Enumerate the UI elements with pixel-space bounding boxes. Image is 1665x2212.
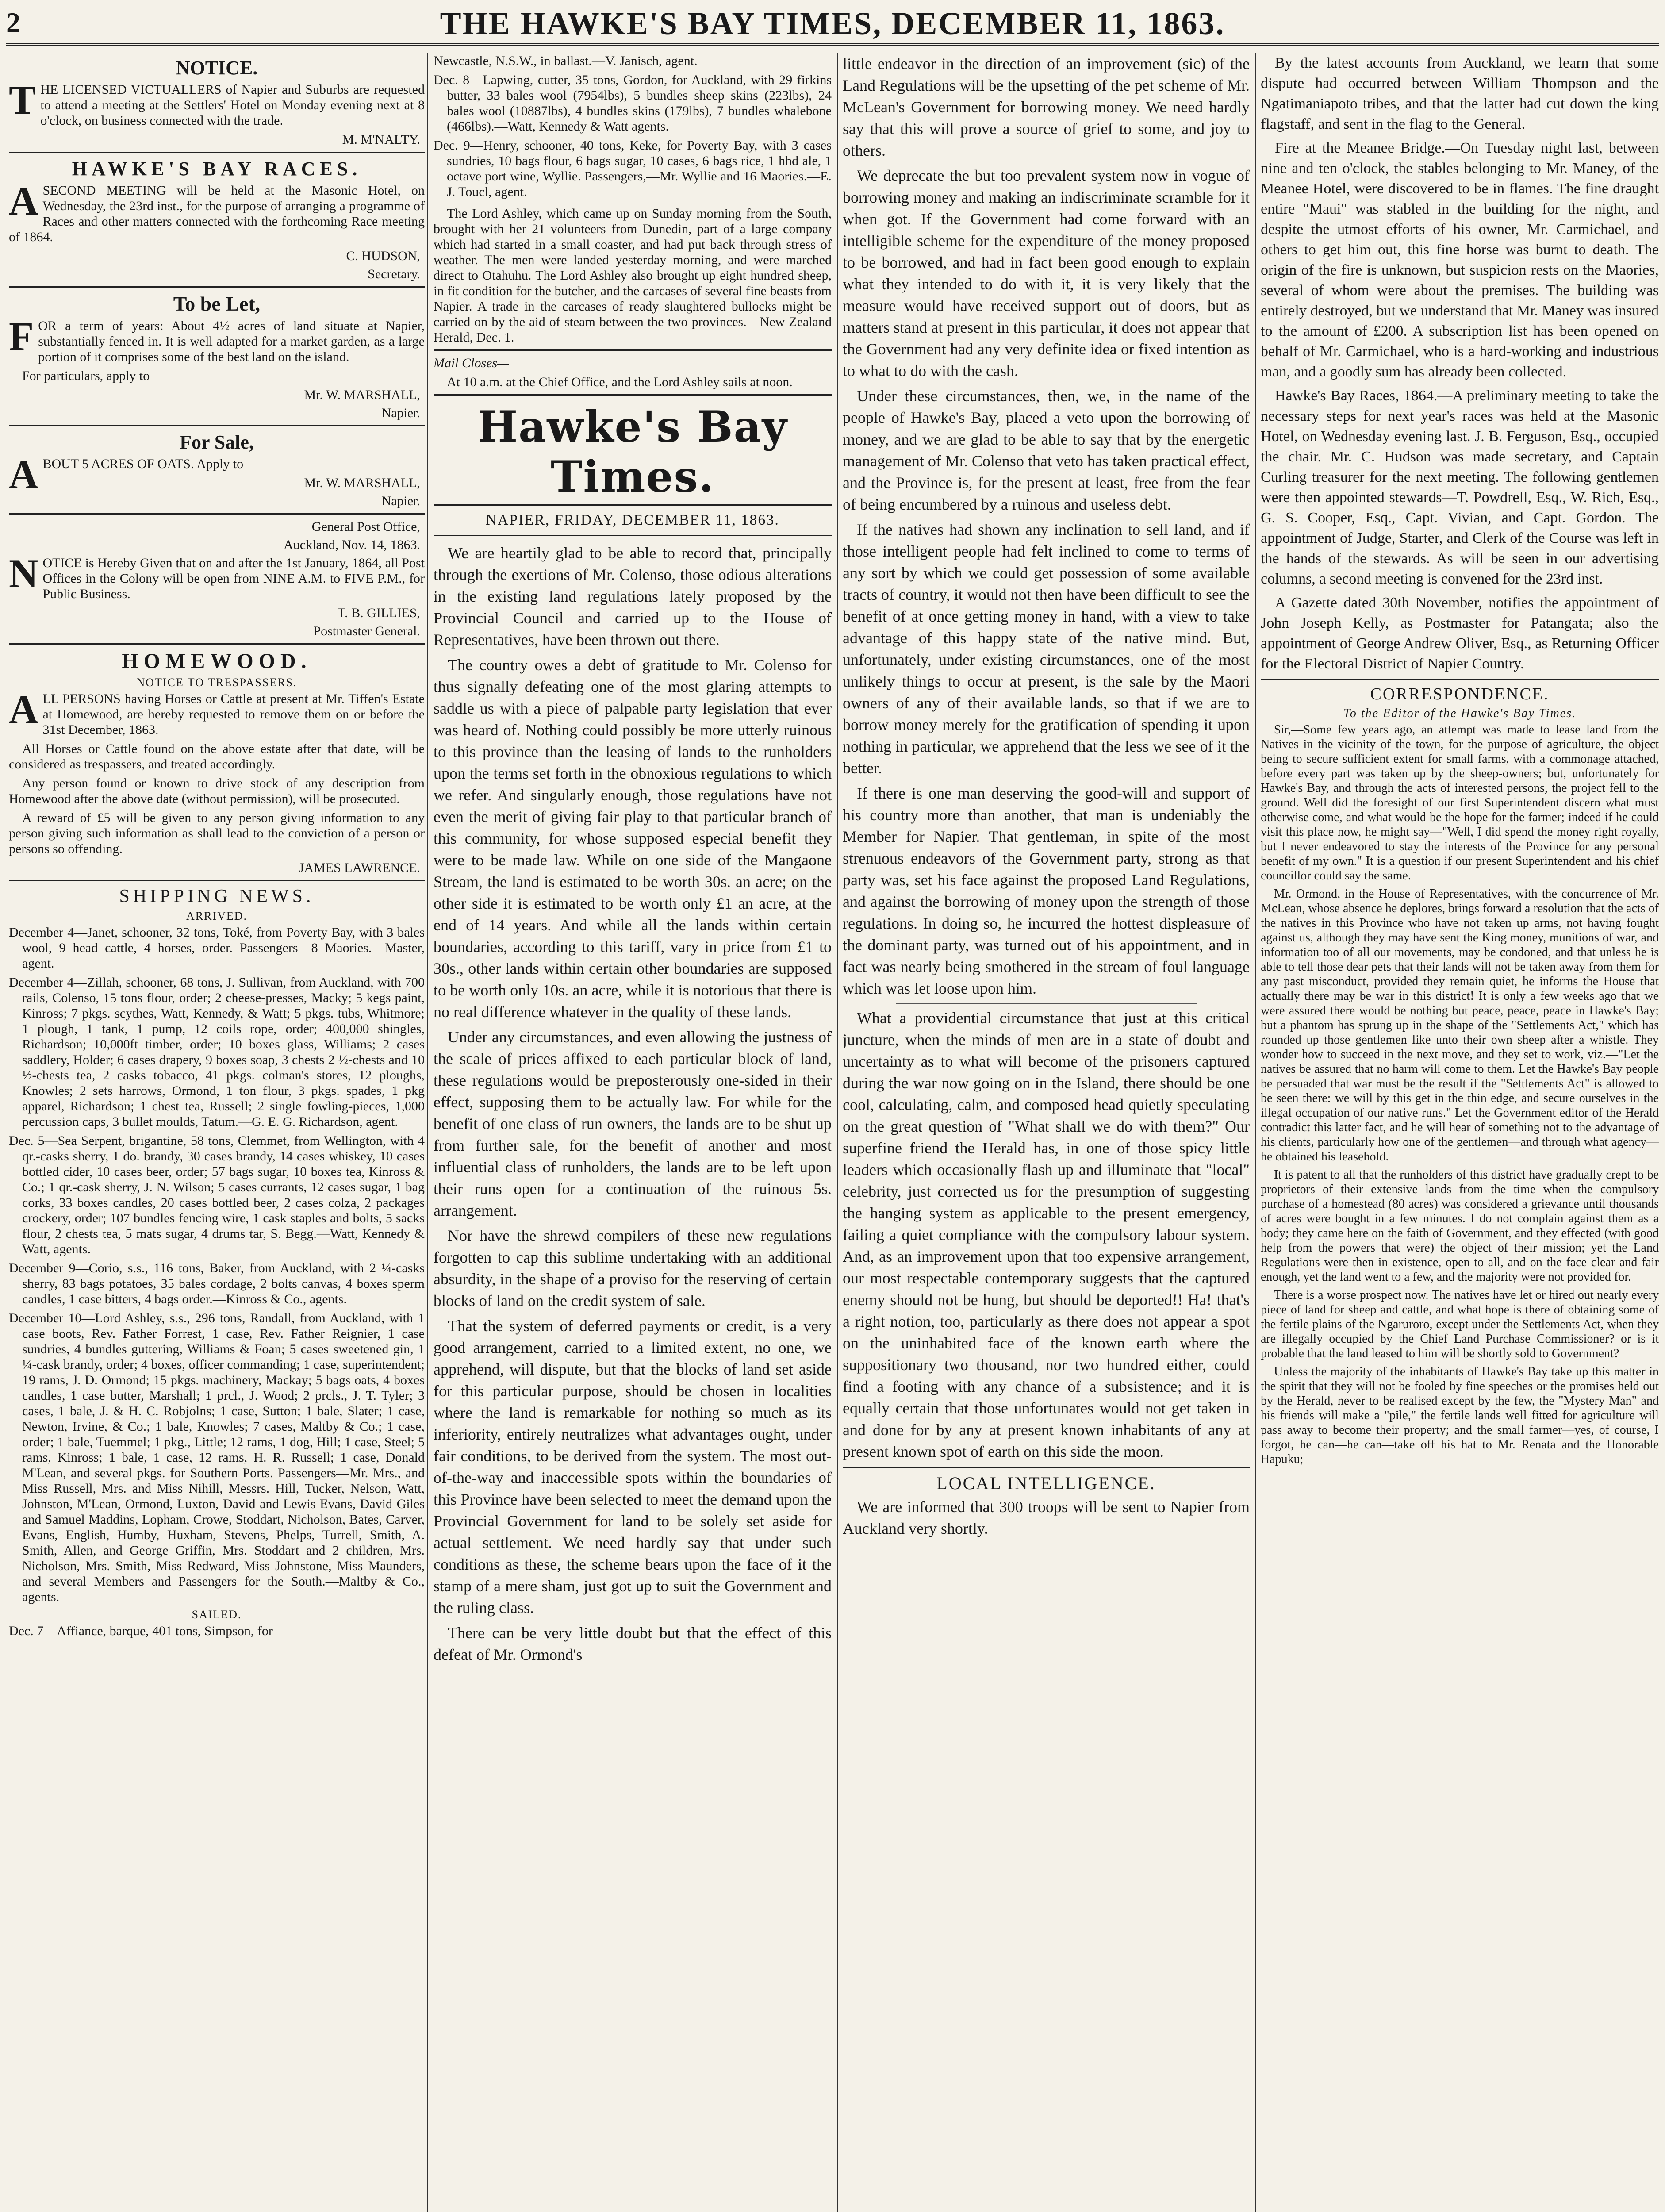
shipping-entry: Dec. 7—Affiance, barque, 401 tons, Simpson, for (9, 1624, 273, 1638)
notice-ad (9, 77, 425, 147)
editorial-para: Nor have the shrewd compilers of these new regulations forgotten to cap this sublime undertaking with an additional absurdity, in the shape of a proviso for the reserving of certain blocks of land on the credit system of sale. (434, 1227, 832, 1310)
local-para: We are informed that 300 troops will be sent to Napier from Auckland very shortly. (843, 1498, 1250, 1537)
divider (9, 425, 425, 426)
to-let-ad (9, 314, 425, 421)
for-sale-signature: Mr. W. MARSHALL, (304, 476, 420, 490)
editorial-para: Under these circumstances, then, we, in the name of the people of Hawke's Bay, placed a veto upon the borrowing of money, and we are glad to be able to say that by the energetic management of Mr. Colenso that veto has taken practical effect, and the Province is, for the present at least, free from the fear of being encumbered by a ruinous and useless debt. (843, 387, 1250, 513)
to-let-particulars: For particulars, apply to (22, 369, 150, 383)
to-let-place: Napier. (381, 406, 420, 420)
lord-ashley-item (434, 206, 832, 345)
mail-closes-label: Mail Closes— (434, 356, 509, 370)
divider (9, 880, 425, 881)
homewood-para: Any person found or known to drive stock of any description from Homewood after the above date (without permission), will be prosecuted. (9, 776, 425, 806)
races-ad (9, 178, 425, 282)
notice-text: HE LICENSED VICTUALLERS of Napier and Suburbs are requested to attend a meeting at the Settlers' Hotel on Monday evening next at 8 o'clock, on business connected with the trade. (40, 82, 425, 128)
to-let-signature: Mr. W. MARSHALL, (304, 388, 420, 402)
paper-title-block (434, 402, 832, 502)
post-office-text: OTICE is Hereby Given that on and after the 1st January, 1864, all Post Offices in the Colony will be open from NINE A.M. to FIVE P.M., for Public Business. (42, 556, 425, 601)
shipping-list (9, 925, 425, 1605)
for-sale-place: Napier. (381, 494, 420, 508)
dropcap: N (9, 551, 38, 596)
running-head (0, 0, 1665, 49)
local-heading: LOCAL INTELLIGENCE. (936, 1473, 1156, 1493)
post-office-ad (9, 519, 425, 639)
letter-para: Unless the majority of the inhabitants of Hawke's Bay take up this matter in the spirit that they will not be fooled by fine speeches or the promises held out by the Herald, never to be realised except by the few, the "Mystery Man" and his friends will make a "pile," the fertile lands well fitted for agriculture will pass away to become their property; and the small farmer—yes, of course, I forgot, he can—he can—take off his hat to Mr. Renata and the Honorable Hapuku; (1261, 1365, 1659, 1466)
homewood-para: All Horses or Cattle found on the above estate after that date, will be considered as trespassers, and treated accordingly. (9, 741, 425, 772)
notice-signature: M. M'NALTY. (342, 132, 420, 147)
editorial-para: If the natives had shown any inclination to sell land, and if those intelligent people had felt inclined to come to terms of any sort by which we could get possession of some available tracts of country, it would not then have been difficult to see the benefit of at once getting money in hand, with a view to take advantage of this happy state of the native mind. But, unfortunately, under existing circumstances, one of the most unlikely things to occur at present, is the sale by the Maori owners of any of their available lands, so that if we are to borrow money merely for the gratification of spending it upon nothing in particular, we apprehend that the less we see of it the better. (843, 521, 1250, 777)
local-para: Fire at the Meanee Bridge.—On Tuesday night last, between nine and ten o'clock, the stables belonging to Mr. Maney, of the Meanee Hotel, were discovered to be in flames. The fine draught entire "Maui" was stabled in the building for the night, and despite the utmost efforts of his owner, Mr. Carmichael, and others to get him out, this fine horse was burnt to death. The origin of the fire is unknown, but suspicion rests on the Maories, several of whom were about the premises. The building was entirely destroyed, but we understand that Mr. Maney was insured to the amount of £200. A subscription list has been opened on behalf of Mr. Carmichael, who is a hard-working and industrious man, and a goodly sum has already been collected. (1261, 140, 1659, 380)
letter-para: Sir,—Some few years ago, an attempt was made to lease land from the Natives in the vicinity of the town, for the purpose of agriculture, the object being to secure sufficient extent for small farms, with a commonage attached, before every part was taken up by the sheep-owners; but, unfortunately for Hawke's Bay, and through the acts of interested persons, the project fell to the ground. Well did the foresight of our first Superintendent discern what must otherwise come, and what would be the hope for the farmer; indeed if he could visit this place now, he might say—"Well, I did spend the money right royally, but I never endeavored to stay the interests of the Province for any personal benefit of my own." It is a question if our present Superintendent and his chief councillor could say the same. (1261, 723, 1659, 883)
article-para: What a providential circumstance that just at this critical juncture, when the minds of men are in a state of doubt and uncertainty as to what will become of the prisoners captured during the war now going on in the Island, there should be one cool, calculating, calm, and composed head quietly speculating on the great question of "What shall we do with them?" Our superfine friend the Herald has, in one of those spicy little leaders which occasionally flash up and illuminate that "local" celebrity, just corrected us for the presumption of suggesting the hanging system as applicable to the present emergency, failing a quiet compliance with the compulsory labour system. And, as an improvement upon that too expensive arrangement, our most respectable contemporary suggests that the captured enemy should not be hung, but should be deported!! Ha! that's a right notion, too, particularly as there does not appear a spot on the uninhabited face of the known earth where the suppositionary two thousand, nor two hundred either, could find a footing with any chance of a subsistence; and it is equally certain that those unfortunates would not get taken in and done for by any at present known inhabitants of any at present known spot of earth on this side the moon. (843, 1009, 1250, 1460)
editorial-para: The country owes a debt of gratitude to Mr. Colenso for thus signally defeating one of the most glaring attempts to saddle us with a piece of palpable party legislation that ever was heard of. Nothing could possibly be more utterly ruinous to this province than the leasing of lands to the runholders upon the terms set forth in the obnoxious regulations to which we refer. And singularly enough, those regulations have not even the merit of giving fair play to that particular branch of this community, for whose supposed especial benefit they were to be made law. While on one side of the Mangaone Stream, the land is estimated to be worth 30s. an acre; on the other side it is estimated to be worth only £1 an acre, at the end of 14 years. And while all the lands within certain boundaries, according to this tariff, vary in price from £1 to 30s., other lands within certain other boundaries are supposed to be worth only 10s. an acre, while it is notorious that there is no real difference whatever in the quality of these lands. (434, 656, 832, 1021)
editorial (434, 542, 832, 1666)
to-let-heading: To be Let, (173, 292, 261, 315)
for-sale-heading: For Sale, (180, 431, 254, 453)
editorial-para: We are heartily glad to be able to record that, principally through the exertions of Mr. Colenso, those odious alterations in the existing land regulations lately proposed by the Provincial Council and carried up to the House of Representatives, have been thrown out there. (434, 544, 832, 649)
dropcap: A (9, 178, 38, 223)
shipping-entry: Dec. 8—Lapwing, cutter, 35 tons, Gordon, for Auckland, with 29 firkins butter, 33 bales wool (7954lbs), 5 bundles sheep skins (223lbs), 24 bales wool (10887lbs), 4 bundles skins (179lbs), 7 bundles whalebone (466lbs).—Watt, Kennedy & Watt agents. (434, 73, 832, 134)
editorial-para: We deprecate the but too prevalent system now in vogue of borrowing money and making an indiscriminate scramble for it when got. If the Government had come forward with an intelligible scheme for the expenditure of the money proposed to be borrowed, and had in fact been good enough to explain what they intended to do with it, it is very likely that the measure would have received support out of doors, but as matters stand at present in this particular, it does not appear that the Government had any very definite idea or fixed intention as to what to do with the cash. (843, 167, 1250, 380)
second-article (843, 1007, 1250, 1463)
paper-title: Hawke's Bay Times. (477, 402, 788, 502)
letter-para: There is a worse prospect now. The natives have let or hired out nearly every piece of land for sheep and cattle, and what hope is there of obtaining some of the fertile plains of the Ngaruroro, except under the Settlements Act, when they are illegally occupied by the Chief Land Purchase Commissioner? or is it probable that the land leased to him will be shortly sold to Government? (1261, 1288, 1659, 1360)
masthead-rule (6, 43, 1659, 46)
divider (434, 394, 832, 396)
local-para: By the latest accounts from Auckland, we learn that some dispute had occurred between William Thompson and the Ngatimaniapoto tribes, and that the latter had cut down the king flagstaff, and sent in the flag to the General. (1261, 55, 1659, 132)
column-1 (9, 53, 425, 2212)
page-number: 2 (6, 7, 20, 38)
shipping-entry: Newcastle, N.S.W., in ballast.—V. Janisch, agent. (434, 54, 698, 68)
local-news (1261, 53, 1659, 674)
to-let-text: OR a term of years: About 4½ acres of land situate at Napier, substantially fenced in. It is well adapted for a market garden, as a large portion of it comprises some of the best land on the island. (38, 319, 425, 364)
post-office-signature: T. B. GILLIES, (338, 606, 420, 620)
divider (9, 643, 425, 645)
correspondence-letter (1261, 722, 1659, 1467)
homewood-subheading: NOTICE TO TRESPASSERS. (136, 676, 297, 689)
shipping-heading: SHIPPING NEWS. (119, 886, 315, 906)
shipping-entry: Dec. 9—Henry, schooner, 40 tons, Keke, for Poverty Bay, with 3 cases sundries, 10 bags flour, 6 bags sugar, 10 cases, 6 bags rice, 1 hhd ale, 1 octave port wine, Wyllie. Passengers,—Mr. Wyllie and 16 Maories.—E. J. Toucl, agent. (434, 138, 832, 199)
sailed-label: SAILED. (192, 1608, 242, 1621)
editorial-para: If there is one man deserving the good-will and support of his country more than another, that man is undeniably the Member for Napier. That gentleman, in spite of the most strenuous endeavors of the Government party, strong as that party was, set his face against the proposed Land Regulations, and against the borrowing of money upon the strength of those regulations. In doing so, he incurred the hottest displeasure of the dominant party, was turned out of his appointment, and in fact was nearly being smothered in the stream of foul language which was let loose upon him. (843, 784, 1250, 997)
editorial-para: little endeavor in the direction of an improvement (sic) of the Land Regulations will be the upsetting of the pet scheme of Mr. McLean's Government for borrowing money. We need hardly say that this will prove a source of grief to some, and joy to others. (843, 55, 1250, 159)
sailed-list (9, 1623, 425, 1639)
races-text: SECOND MEETING will be held at the Masonic Hotel, on Wednesday, the 23rd inst., for the purpose of arranging a programme of Races and other matters connected with the forthcoming Race meeting of 1864. (9, 183, 425, 244)
homewood-ad (9, 687, 425, 876)
for-sale-text: BOUT 5 ACRES OF OATS. Apply to (42, 457, 244, 471)
divider (843, 1467, 1250, 1468)
homewood-para: LL PERSONS having Horses or Cattle at present at Mr. Tiffen's Estate at Homewood, are hereby requested to remove them on or before the 31st December, 1863. (42, 691, 425, 737)
shipping-entry: December 4—Zillah, schooner, 68 tons, J. Sullivan, from Auckland, with 700 rails, Colenso, 15 tons flour, order; 2 cheese-presses, Macky; 5 kegs paint, Kinross; 7 pkgs. scythes, Watt, Kennedy, & Watt; 5 pkgs. tubs, Whitmore; 1 plough, 1 tank, 1 pump, 12 coils rope, order; 400,000 shingles, Richardson; 10,000ft timber, order; 10 boxes glass, Williams; 2 cases saddlery, Holder; 6 cases drapery, 9 boxes soap, 3 chests 2 ½-chests and 10 ½-chests tea, 2 casks tobacco, 41 pkgs. colman's stores, 12 ploughs, Knowles; 2 sets harrows, Ormond, 1 ton flour, 3 pkgs. spades, 1 pkg apparel, Richardson; 1 chest tea, Russell; 2 single fowling-pieces, 1,000 percussion caps, 3 bullet moulds, Tatum.—G. E. G. Richardson, agent. (9, 975, 425, 1129)
correspondence-to: To the Editor of the Hawke's Bay Times. (1343, 707, 1577, 720)
editorial-continued (843, 53, 1250, 999)
editorial-para: Under any circumstances, and even allowing the justness of the scale of prices affixed to each particular block of land, these regulations would be preposterously one-sided in their effect, supposing them to be actually law. For while for the benefit of one class of run owners, the lands are to be shut up from further sale, for the benefit of another and most influential class of runholders, the lands are to be left upon their runs open for a continuation of the ruinous 5s. arrangement. (434, 1028, 832, 1219)
post-office-title: Postmaster General. (313, 624, 420, 638)
divider (9, 513, 425, 515)
letter-para: Mr. Ormond, in the House of Representatives, with the concurrence of Mr. McLean, whose absence he deplores, brings forward a resolution that the acts of the natives in this Province who have not taken up arms, not having fought against us, although they may have sent the King money, munitions of war, and information too of all our movements, may be condoned, and that unless he is able to tell those dear pets that their lands will not be taken away from them for any past misconduct, provided they remain quiet, he informs the House that actually there may be war in this district! It is only a few weeks ago that we were assured there would be nothing but peace, peace, peace in Hawke's Bay; but a phantom has sprung up in the shape of the "Settlements Act," which has rounded up those gentlemen like unto their own sheep after a whistle. They wonder how to succeed in the next move, and they set to work, viz.—"Let the natives be assured that no harm will come to them. Let the Hawke's Bay people be persuaded that war must be the result if the "Settlements Act" is allowed to be seen there: we will by this get in the thin edge, and secure ourselves in the illegal occupation of our native runs." Let the Government editor of the Herald contradict this latter fact, and he will hear of something not to the advantage of his clients, particularly how one of the gentlemen—and through what agency—he obtained his leasehold. (1261, 887, 1659, 1164)
homewood-signature: JAMES LAWRENCE. (299, 860, 420, 875)
letter-para: It is patent to all that the runholders of this district have gradually crept to be proprietors of their extensive lands from the time when the compulsory purchase of a homestead (80 acres) was considered a grievance until thousands of acres were bought in a few minutes. I do not complain against them as a body; they came here on the faith of Government, and they effected (with good help from the powers that were) the object of their mission; yet the Land Regulations were then in existence, open to all, and on the face clear and fair enough, yet the land went to a few, and the majority were not provided for. (1261, 1168, 1659, 1284)
dateline: NAPIER, FRIDAY, DECEMBER 11, 1863. (486, 512, 779, 528)
divider (9, 286, 425, 288)
divider (896, 1003, 1197, 1004)
divider (9, 152, 425, 153)
lord-ashley-text: The Lord Ashley, which came up on Sunday morning from the South, brought with her 21 volunteers from Dunedin, part of a large company which had started in a small coaster, and had put back through stress of weather. The men were landed yesterday morning, and were marched direct to Otahuhu. The Lord Ashley also brought up eight hundred sheep, in fit condition for the butcher, and the carcases of several fine beasts from Napier. A trade in the carcases of ready slaughtered bullocks might be carried on by the aid of steam between the two provinces.—New Zealand Herald, Dec. 1. (434, 206, 832, 345)
shipping-entry: Dec. 5—Sea Serpent, brigantine, 58 tons, Clemmet, from Wellington, with 4 qr.-casks sherry, 1 do. brandy, 30 cases brandy, 14 cases whiskey, 10 cases bottled cider, 10 cases beer, order; 57 bags sugar, 10 boxes tea, Kinross & Co.; 1 qr.-cask sherry, J. N. Wilson; 5 cases currants, 12 cases sugar, 1 bag corks, 33 boxes candles, 20 cases bottled beer, 2 cases colza, 2 packages crockery, order; 107 bundles fencing wire, 1 cask staples and bolts, 5 sacks flour, 2 chests tea, 5 mats sugar, 4 drums tar, S. Begg.—Watt, Kennedy & Watt, agents. (9, 1133, 425, 1256)
mail-closes-text: At 10 a.m. at the Chief Office, and the Lord Ashley sails at noon. (447, 375, 793, 389)
races-signature: C. HUDSON, (346, 249, 420, 263)
column-2 (434, 53, 832, 2212)
column-divider (1255, 53, 1256, 2212)
shipping-entry: December 9—Corio, s.s., 116 tons, Baker, from Auckland, with 2 ¼-casks sherry, 83 bags potatoes, 35 bales cordage, 2 bolts canvas, 4 boxes sperm candles, 1 case bitters, 4 bags order.—Kinross & Co., agents. (9, 1261, 425, 1306)
local-para: Hawke's Bay Races, 1864.—A preliminary meeting to take the necessary steps for next year's races was held at the Masonic Hotel, on Wednesday evening last. J. B. Ferguson, Esq., occupied the chair. Mr. C. Hudson was made secretary, and Captain Curling treasurer for the next meeting. The following gentlemen were then appointed stewards—T. Powdrell, Esq., W. Rich, Esq., G. S. Cooper, Esq., Capt. Vivian, and Capt. Gordon. The appointment of Judge, Starter, and Clerk of the Course was left in the hands of the stewards. As will be seen in our advertising columns, a second meeting is convened for the 23rd inst. (1261, 388, 1659, 587)
dropcap: T (9, 77, 36, 123)
column-4 (1261, 53, 1659, 2212)
arrived-label: ARRIVED. (186, 910, 248, 922)
shipping-continued (434, 53, 832, 200)
dropcap: A (9, 687, 38, 732)
dropcap: F (9, 314, 34, 359)
local-intelligence (843, 1496, 1250, 1540)
column-divider (837, 53, 838, 2212)
local-para: A Gazette dated 30th November, notifies the appointment of John Joseph Kelly, as Postmaster for Patangata; also the appointment of George Andrew Oliver, Esq., as Returning Officer for the Electoral District of Napier Country. (1261, 595, 1659, 672)
mail-closes (434, 355, 832, 390)
post-office-date: Auckland, Nov. 14, 1863. (284, 538, 420, 552)
editorial-para: That the system of deferred payments or credit, is a very good arrangement, carried to a limited extent, no one, we apprehend, will dispute, but that the blocks of land set aside for this particular purpose, should be chosen in localities where the land is remarkable for nothing so much as its inferiority, entirely neutralizes what advantages ought, under fair conditions, to be derived from the system. The most out-of-the-way and inaccessible spots within the boundaries of this Province have been selected to meet the demand upon the Provincial Government for land to be solely set aside for actual settlement. We need hardly say that under such conditions as these, the scheme bears upon the face of it the stamp of a mere sham, just got up to suit the Government and the ruling class. (434, 1317, 832, 1617)
divider (434, 349, 832, 351)
column-divider (427, 53, 428, 2212)
homewood-para: A reward of £5 will be given to any person giving information to any person giving such information as shall lead to the conviction of a person or persons so offending. (9, 810, 425, 856)
column-3 (843, 53, 1250, 2212)
dropcap: A (9, 452, 38, 497)
homewood-heading: HOMEWOOD. (122, 649, 312, 673)
races-signature-title: Secretary. (368, 267, 420, 281)
editorial-para: There can be very little doubt but that the effect of this defeat of Mr. Ormond's (434, 1624, 832, 1663)
correspondence-heading: CORRESPONDENCE. (1370, 685, 1550, 703)
divider (1261, 679, 1659, 680)
dateline-box (434, 504, 832, 536)
races-heading: HAWKE'S BAY RACES. (72, 158, 362, 180)
post-office-place: General Post Office, (311, 519, 420, 534)
shipping-entry: December 10—Lord Ashley, s.s., 296 tons, Randall, from Auckland, with 1 case boots, Rev. Father Forrest, 1 case, Rev. Father Reignier, 1 case sundries, 4 bundles guttering, Williams & Foan; 5 cases sweetened gin, 1 ¼-cask brandy, order; 4 boxes, officer commanding; 1 case, superintendent; 19 rams, J. D. Ormond; 15 pkgs. machinery, Mackay; 5 bags oats, 4 boxes candles, 1 case butter, Marshall; 1 prcl., J. Wood; 2 prcls., J. T. Tyler; 3 cases, 1 bale, J. & H. C. Robjolns; 1 case, Sutton; 1 bale, Slater; 1 case, Newton, Irvine, & Co.; 1 bale, Knowles; 7 cases, Maltby & Co.; 1 case, order; 1 bale, Tuemmel; 1 pkg., Little; 12 rams, 1 dog, Hill; 1 case, Steel; 5 rams, Kinross; 1 bale, 1 case, 12 rams, H. R. Russell; 1 case, Donald M'Lean, and several pkgs. for Southern Ports. Passengers—Mr. Mrs., and Miss Russell, Mrs. and Miss Nihill, Messrs. Hill, Tucker, Nelson, Watt, Johnston, M'Lean, Ormond, Luxton, David and Lewis Evans, David Giles and Samuel Maddins, Lopham, Crowe, Stoddart, Nicholson, Bates, Carver, Evans, English, Humby, Huxham, Stevens, Phelps, Turrell, Smith, A. Smith, Allen, and George Griffin, Mrs. Stoddart and 2 children, Mrs. Nicholson, Mrs. Smith, Miss Redward, Miss Johnstone, Miss Maunders, and several Members and Passengers for the South.—Maltby & Co., agents. (9, 1311, 425, 1604)
shipping-entry: December 4—Janet, schooner, 32 tons, Toké, from Poverty Bay, with 3 bales wool, 9 head cattle, 4 horses, order. Passengers—8 Maories.—Master, agent. (9, 925, 425, 971)
running-head-title: THE HAWKE'S BAY TIMES, DECEMBER 11, 1863. (440, 6, 1225, 41)
for-sale-ad (9, 452, 425, 509)
notice-heading: NOTICE. (176, 57, 258, 79)
